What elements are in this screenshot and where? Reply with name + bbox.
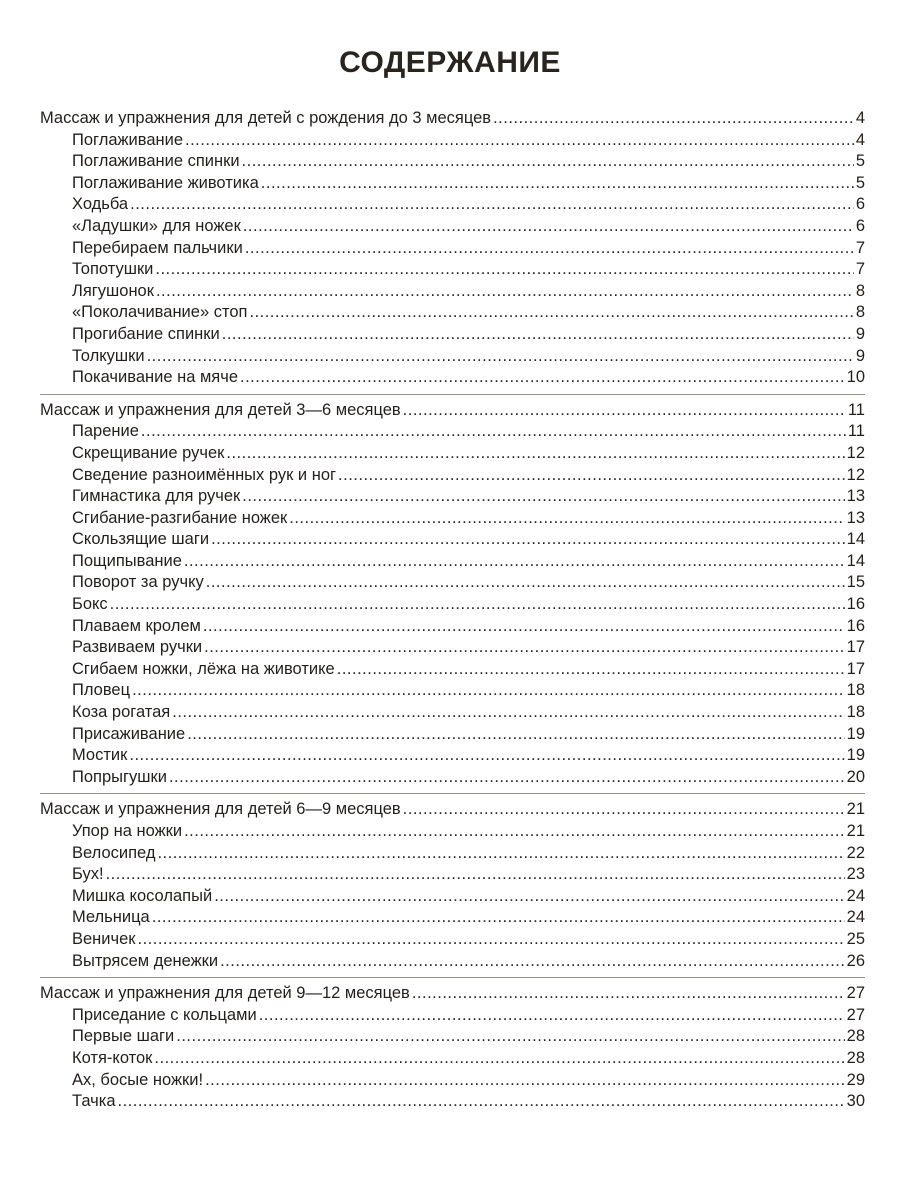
dot-leader [155, 259, 853, 281]
toc-entry-title: Массаж и упражнения для детей 9—12 месяцев [40, 984, 410, 1003]
dot-leader [141, 421, 846, 443]
toc-entry-title: Поворот за ручку [72, 573, 204, 592]
toc-section [40, 978, 865, 1118]
toc-section-heading[interactable] [40, 983, 865, 1005]
toc-page-number: 5 [855, 173, 865, 192]
toc-page-number: 21 [846, 800, 865, 819]
toc-entry[interactable] [40, 173, 865, 195]
toc-entry-title: Поглаживание животика [72, 173, 259, 192]
toc-page-number: 17 [846, 638, 865, 657]
dot-leader [493, 108, 854, 130]
toc-section [40, 794, 865, 978]
toc-entry-title: Скользящие шаги [72, 530, 210, 549]
dot-leader [249, 302, 853, 324]
toc-page-number: 8 [855, 303, 865, 322]
toc-page-number: 7 [855, 238, 865, 257]
toc-section [40, 108, 865, 395]
toc-page-number: 19 [846, 724, 865, 743]
toc-page-number: 11 [847, 422, 865, 441]
dot-leader [206, 572, 845, 594]
toc-page-number: 17 [846, 659, 865, 678]
toc-page-number: 9 [855, 324, 865, 343]
toc-entry-title: Сгибаем ножки, лёжа на животике [72, 659, 335, 678]
toc-entry[interactable] [40, 767, 865, 789]
toc-entry[interactable] [40, 886, 865, 908]
toc-entry[interactable] [40, 238, 865, 260]
toc-entry[interactable] [40, 843, 865, 865]
toc-entry[interactable] [40, 216, 865, 238]
toc-entry-title: Мельница [72, 908, 150, 927]
toc-entry-title: Мостик [72, 746, 128, 765]
toc-page-number: 13 [846, 487, 865, 506]
toc-page-number: 20 [846, 767, 865, 786]
toc-page-number: 4 [855, 130, 865, 149]
toc-page-number: 14 [846, 551, 865, 570]
dot-leader [214, 886, 844, 908]
toc-entry[interactable] [40, 951, 865, 973]
toc-page-number: 21 [846, 822, 865, 840]
toc-entry-title: Перебираем пальчики [72, 238, 243, 257]
toc-page-number: 15 [846, 573, 865, 592]
toc-page-number: 5 [855, 152, 865, 171]
toc-page-number: 18 [846, 681, 865, 700]
dot-leader [154, 1048, 844, 1070]
toc-entry-title: Скрещивание ручек [72, 443, 225, 462]
toc-entry[interactable] [40, 724, 865, 746]
dot-leader [157, 843, 844, 865]
toc-entry-title: Парение [72, 422, 139, 441]
toc-entry-title: «Поколачивание» стоп [72, 303, 248, 322]
toc-page-number: 27 [846, 1005, 865, 1024]
dot-leader [204, 637, 845, 659]
dot-leader [184, 551, 845, 573]
toc-page-number: 16 [846, 595, 865, 614]
dot-leader [403, 400, 846, 422]
toc-entry-title: Прогибание спинки [72, 324, 220, 343]
toc-page-number: 24 [846, 908, 865, 927]
toc-entry[interactable] [40, 508, 865, 530]
toc-entry[interactable] [40, 1048, 865, 1070]
dot-leader [289, 508, 844, 530]
toc-page-number: 13 [846, 508, 865, 527]
dot-leader [203, 616, 845, 638]
toc-page-number: 6 [855, 216, 865, 235]
toc-entry-title: Вытрясем денежки [72, 951, 219, 970]
dot-leader [403, 799, 845, 821]
dot-leader [110, 594, 845, 616]
toc-entry-title: Попрыгушки [72, 767, 167, 786]
toc-entry-title: Бокс [72, 595, 108, 614]
toc-entry[interactable] [40, 1005, 865, 1027]
dot-leader [169, 767, 845, 789]
dot-leader [205, 1070, 845, 1092]
toc-entry-title: Плаваем кролем [72, 616, 201, 635]
toc-section-heading[interactable] [40, 108, 865, 130]
toc-page-number: 24 [846, 886, 865, 905]
toc-page-number: 16 [846, 616, 865, 635]
toc-page-number: 18 [846, 703, 865, 722]
dot-leader [337, 659, 845, 681]
dot-leader [242, 486, 844, 508]
toc-page-number: 8 [855, 281, 865, 300]
toc-page-number: 23 [846, 865, 865, 884]
toc-entry[interactable] [40, 659, 865, 681]
toc-entry-title: Мишка косолапый [72, 886, 213, 905]
toc-page-number: 10 [846, 368, 865, 387]
toc-entry[interactable] [40, 194, 865, 216]
dot-leader [211, 529, 845, 551]
toc-entry-title: Лягушонок [72, 281, 154, 300]
toc-entry-title: Топотушки [72, 260, 154, 279]
toc-entry-title: Массаж и упражнения для детей 3—6 месяцев [40, 400, 401, 419]
dot-leader [220, 951, 845, 973]
toc-entry-title: Пловец [72, 681, 131, 700]
toc-entry-title: Ходьба [72, 195, 129, 214]
dot-leader [338, 465, 845, 487]
toc-page-number: 28 [846, 1048, 865, 1067]
toc-section-heading[interactable] [40, 799, 865, 821]
toc-section-heading[interactable] [40, 400, 865, 422]
toc-entry[interactable] [40, 421, 865, 443]
toc-entry[interactable] [40, 465, 865, 487]
toc-page-number: 6 [855, 195, 865, 214]
dot-leader [245, 238, 854, 260]
dot-leader [259, 1005, 845, 1027]
toc-page-number: 30 [846, 1092, 865, 1111]
toc-entry-title: Тачка [72, 1092, 116, 1111]
toc-page-number: 25 [846, 929, 865, 948]
toc-entry-title: Поглаживание спинки [72, 152, 240, 171]
page-title: СОДЕРЖАНИЕ [339, 46, 561, 79]
toc-entry-title: «Ладушки» для ножек [72, 216, 241, 235]
dot-leader [106, 864, 845, 886]
dot-leader [130, 194, 854, 216]
dot-leader [261, 173, 854, 195]
toc-page-number: 19 [846, 746, 865, 765]
dot-leader [176, 1026, 844, 1048]
dot-leader [129, 745, 844, 767]
toc-page-number: 12 [846, 465, 865, 484]
toc-entry[interactable] [40, 281, 865, 303]
toc-page-number: 14 [846, 530, 865, 549]
toc-entry-title: Присаживание [72, 724, 186, 743]
toc-page-number: 12 [846, 443, 865, 462]
toc-entry-title: Котя-коток [72, 1048, 153, 1067]
toc-entry[interactable] [40, 572, 865, 594]
toc-entry-title: Сгибание-разгибание ножек [72, 508, 288, 527]
toc-page-number: 28 [846, 1027, 865, 1046]
toc-entry[interactable] [40, 929, 865, 951]
toc-entry[interactable] [40, 864, 865, 886]
toc-entry-title: Массаж и упражнения для детей с рождения до 3 месяцев [40, 109, 492, 127]
toc-entry[interactable] [40, 259, 865, 281]
toc-entry[interactable] [40, 745, 865, 767]
toc-entry[interactable] [40, 1026, 865, 1048]
dot-leader [118, 1091, 845, 1113]
toc-page-number: 7 [855, 260, 865, 279]
toc-entry[interactable] [40, 486, 865, 508]
toc-entry-title: Развиваем ручки [72, 638, 203, 657]
dot-leader [152, 907, 845, 929]
toc-entry[interactable] [40, 529, 865, 551]
toc-page-number: 9 [855, 346, 865, 365]
toc-entry[interactable] [40, 1091, 865, 1113]
toc-page-number: 11 [847, 400, 865, 419]
toc-entry[interactable] [40, 821, 865, 843]
toc-entry[interactable] [40, 367, 865, 389]
toc-entry[interactable] [40, 151, 865, 173]
toc-entry[interactable] [40, 130, 865, 152]
table-of-contents [40, 108, 865, 1118]
toc-entry[interactable] [40, 324, 865, 346]
toc-entry-title: Пощипывание [72, 551, 182, 570]
toc-entry[interactable] [40, 551, 865, 573]
toc-entry[interactable] [40, 680, 865, 702]
dot-leader [132, 680, 845, 702]
dot-leader [156, 281, 854, 303]
toc-entry[interactable] [40, 907, 865, 929]
toc-page-number: 22 [846, 843, 865, 862]
dot-leader [222, 324, 854, 346]
toc-section [40, 395, 865, 795]
dot-leader [185, 130, 854, 152]
toc-entry-title: Толкушки [72, 346, 145, 365]
toc-entry[interactable] [40, 637, 865, 659]
toc-entry-title: Первые шаги [72, 1027, 175, 1046]
toc-entry-title: Покачивание на мяче [72, 368, 239, 387]
toc-entry-title: Приседание с кольцами [72, 1005, 257, 1024]
toc-entry-title: Ах, босые ножки! [72, 1070, 204, 1089]
toc-entry-title: Поглаживание [72, 130, 184, 149]
toc-entry[interactable] [40, 702, 865, 724]
toc-entry-title: Упор на ножки [72, 822, 183, 840]
toc-entry-title: Гимнастика для ручек [72, 487, 241, 506]
toc-page-number: 29 [846, 1070, 865, 1089]
dot-leader [138, 929, 845, 951]
dot-leader [187, 724, 844, 746]
toc-entry-title: Веничек [72, 929, 136, 948]
dot-leader [226, 443, 844, 465]
toc-entry[interactable] [40, 346, 865, 368]
toc-entry[interactable] [40, 616, 865, 638]
toc-page-number: 26 [846, 951, 865, 970]
toc-entry-title: Массаж и упражнения для детей 6—9 месяцев [40, 800, 401, 819]
toc-entry[interactable] [40, 594, 865, 616]
dot-leader [243, 216, 854, 238]
toc-entry[interactable] [40, 302, 865, 324]
toc-entry-title: Коза рогатая [72, 703, 171, 722]
dot-leader [147, 346, 854, 368]
toc-page-number: 4 [855, 109, 865, 127]
toc-page-number: 27 [846, 984, 865, 1003]
toc-entry-title: Велосипед [72, 843, 156, 862]
dot-leader [172, 702, 844, 724]
toc-entry[interactable] [40, 1070, 865, 1092]
dot-leader [412, 983, 845, 1005]
dot-leader [242, 151, 854, 173]
toc-entry[interactable] [40, 443, 865, 465]
dot-leader [184, 821, 845, 843]
toc-entry-title: Сведение разноимённых рук и ног [72, 465, 337, 484]
dot-leader [240, 367, 845, 389]
toc-entry-title: Бух! [72, 865, 104, 884]
